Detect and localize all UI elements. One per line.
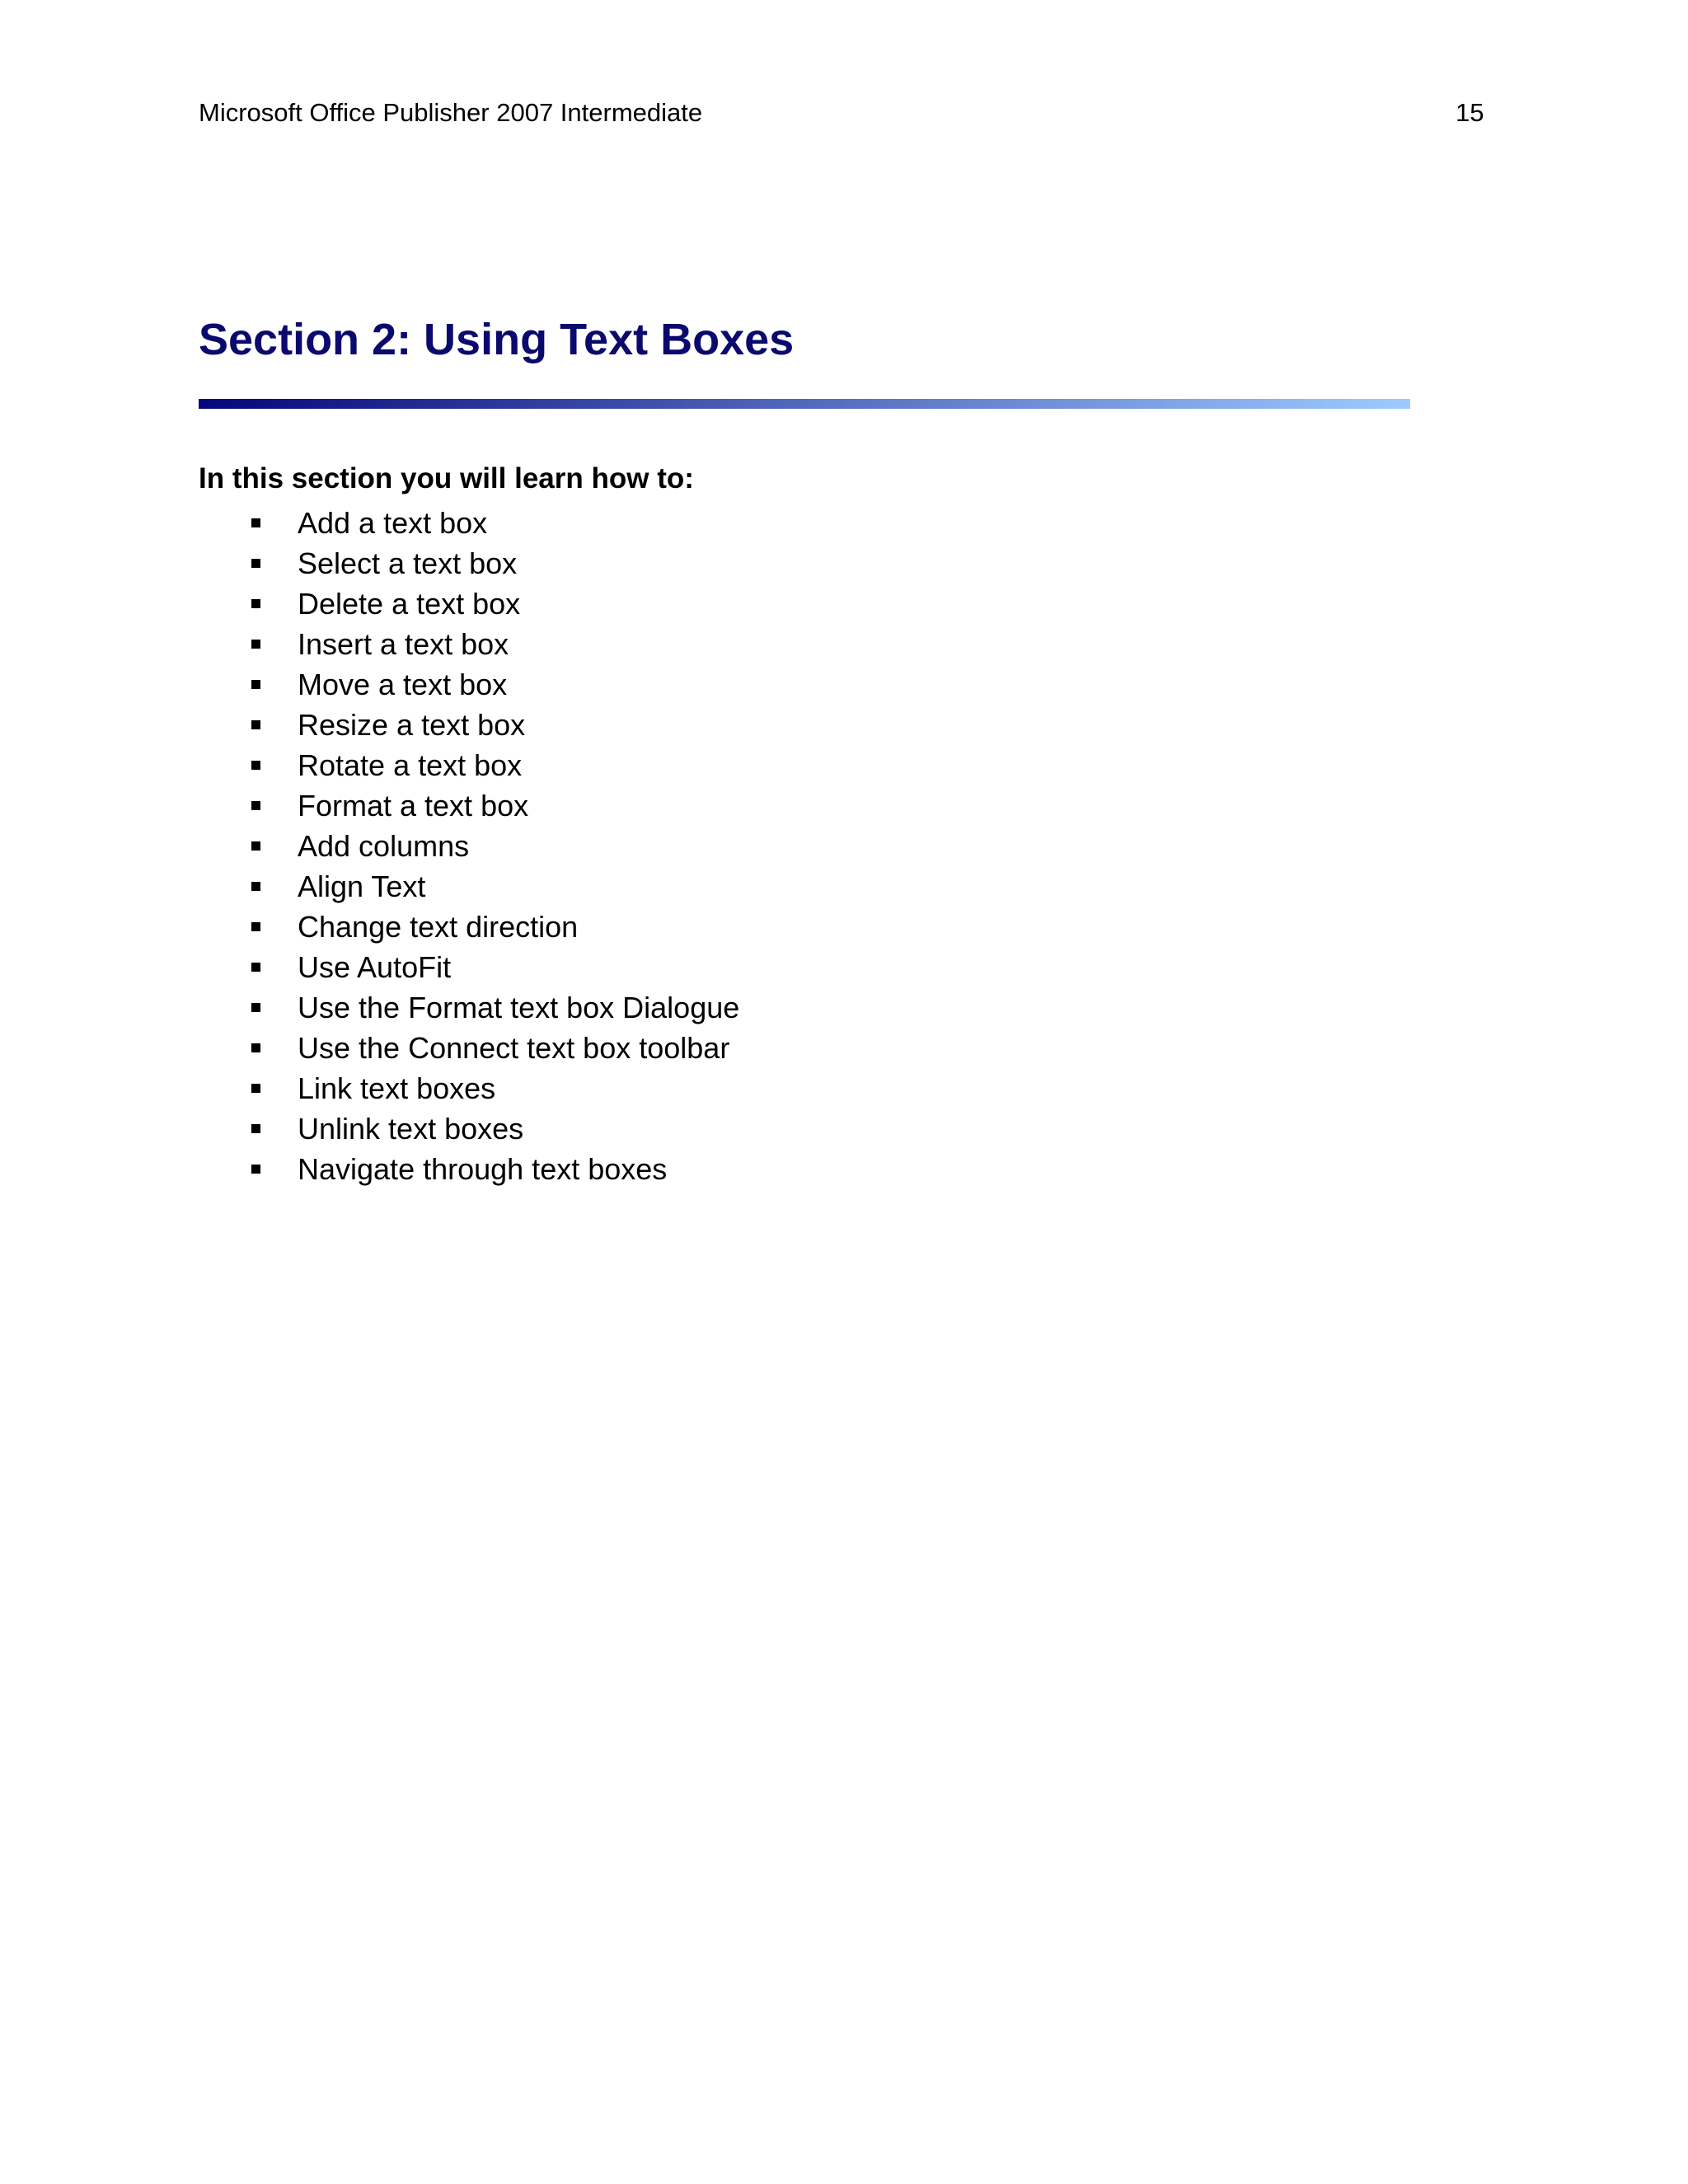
running-header-title: Microsoft Office Publisher 2007 Intermediate [199,98,703,127]
section-title: Section 2: Using Text Boxes [199,315,795,364]
square-bullet-icon [251,841,260,851]
square-bullet-icon [251,761,260,770]
list-item-text: Select a text box [298,546,518,580]
square-bullet-icon [251,1165,260,1174]
square-bullet-icon [251,680,260,689]
square-bullet-icon [251,518,260,527]
list-item-text: Move a text box [298,668,508,701]
page-number: 15 [1456,98,1484,127]
section-title-rule [199,399,1410,409]
list-item-text: Format a text box [298,789,529,823]
list-item-text: Insert a text box [298,627,509,661]
list-item-text: Add columns [298,829,470,863]
list-item-text: Add a text box [298,506,488,540]
list-item-text: Use AutoFit [298,950,452,984]
list-item-text: Rotate a text box [298,748,523,782]
list-item-text: Unlink text boxes [298,1112,524,1146]
section-intro: In this section you will learn how to: [199,462,694,494]
list-item-text: Use the Connect text box toolbar [298,1031,730,1065]
square-bullet-icon [251,1043,260,1052]
list-item-text: Delete a text box [298,587,521,621]
square-bullet-icon [251,922,260,931]
square-bullet-icon [251,801,260,810]
square-bullet-icon [251,640,260,649]
list-item-text: Use the Format text box Dialogue [298,991,740,1024]
square-bullet-icon [251,1124,260,1133]
list-item-text: Align Text [298,869,426,903]
square-bullet-icon [251,599,260,608]
list-item-text: Link text boxes [298,1071,496,1105]
square-bullet-icon [251,559,260,568]
list-item-text: Resize a text box [298,708,526,742]
list-item-text: Navigate through text boxes [298,1152,668,1186]
square-bullet-icon [251,1084,260,1093]
square-bullet-icon [251,882,260,891]
square-bullet-icon [251,963,260,972]
square-bullet-icon [251,1003,260,1012]
square-bullet-icon [251,720,260,729]
list-item-text: Change text direction [298,910,579,944]
